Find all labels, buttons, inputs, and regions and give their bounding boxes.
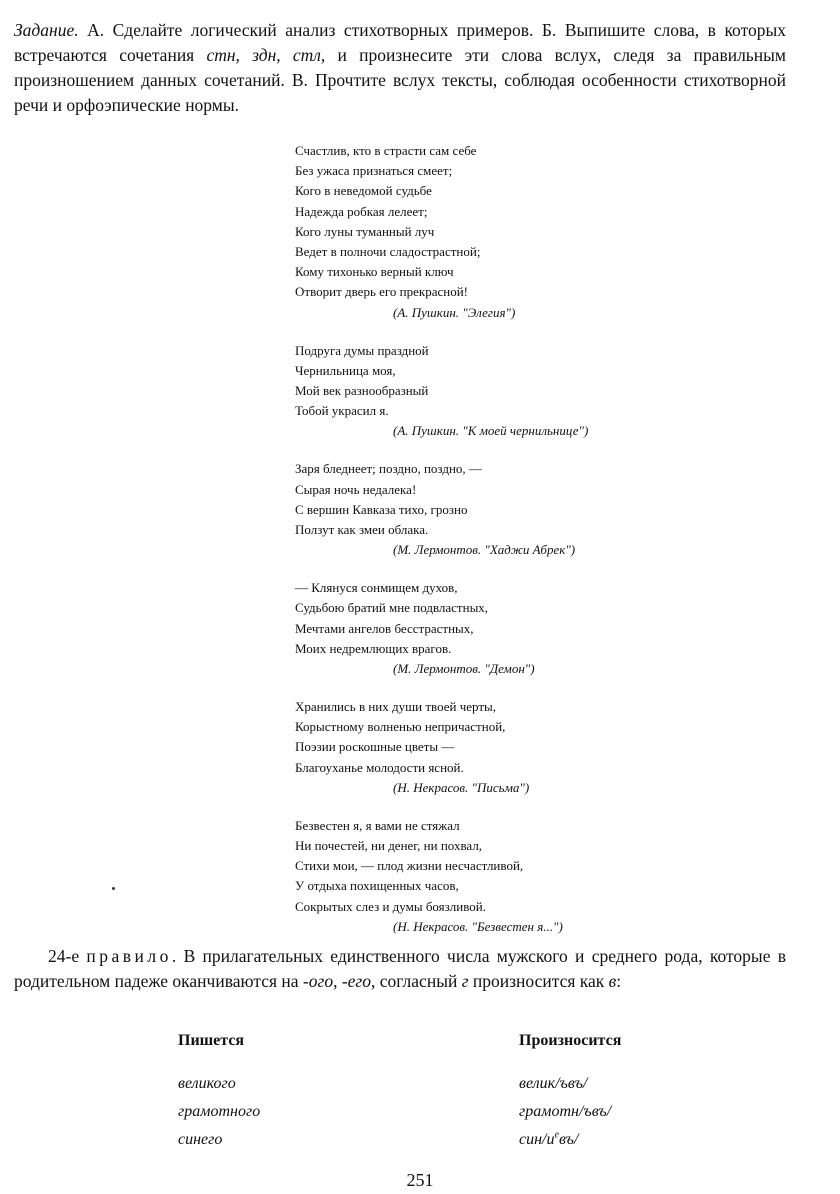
rule-letter-v: в (608, 971, 617, 991)
task-combinations: стн, здн, стл, (206, 45, 326, 65)
poem-line: Ползут как змеи облака. (295, 522, 429, 538)
pronounced-part: въ/ (558, 1131, 579, 1148)
task-text-2: и произнесите эти слова вслух, следя за правильным произношением данных сочетаний. В. Прочтите вслух тексты, соблюдая особенности стихотворной речи и орфоэпические нормы. (14, 45, 786, 115)
rule-paragraph (14, 944, 786, 994)
pronounced-word: велик/ъвъ/ (519, 1075, 588, 1092)
pronounced-word (519, 1126, 611, 1154)
poem-line: Ведет в полночи сладострастной; (295, 244, 481, 260)
poem-line: Судьбою братий мне подвластных, (295, 600, 489, 616)
pronounced-superscript: е (554, 1129, 559, 1141)
poem-line: Кого луны туманный луч (295, 223, 435, 239)
poem-stanza (295, 697, 715, 798)
page-number: 251 (406, 1170, 434, 1190)
pronounced-header: Произносится (519, 1032, 622, 1049)
poem-source: (М. Лермонтов. "Хаджи Абрек") (393, 542, 576, 558)
poem-stanza (295, 341, 715, 442)
poem-line: Мой век разнообразный (295, 383, 429, 399)
written-word: грамотного (178, 1103, 261, 1120)
poem-stanza (295, 141, 715, 323)
rule-number: 24-е (48, 946, 80, 966)
rule-text-3: произносится как (468, 971, 609, 991)
poem-line: Моих недремлющих врагов. (295, 640, 452, 656)
poem-line: Корыстному волненью непричастной, (295, 719, 506, 735)
poem-stanza (295, 459, 715, 560)
poem-line: Сырая ночь недалека! (295, 481, 417, 497)
poem-stanza (295, 578, 715, 679)
pronounced-word: грамотн/ъвъ/ (519, 1103, 612, 1120)
poem-line: Стихи мои, — плод жизни несчастливой, (295, 858, 524, 874)
poem-source: (Н. Некрасов. "Письма") (393, 779, 530, 795)
poem-line: Сокрытых слез и думы боязливой. (295, 898, 487, 914)
poem-source: (А. Пушкин. "К моей чернильнице") (393, 423, 589, 439)
rule-letter-g: г (461, 971, 469, 991)
poem-line: Мечтами ангелов бесстрастных, (295, 620, 474, 636)
poem-line: Счастлив, кто в страсти сам себе (295, 143, 477, 158)
poem-line: Заря бледнеет; поздно, поздно, — (295, 461, 482, 477)
poem-line: Без ужаса признаться смеет; (295, 163, 453, 179)
poem-line: У отдыха похищенных часов, (295, 878, 459, 894)
poem-line: Кого в неведомой судьбе (295, 183, 432, 199)
task-label: Задание. (14, 20, 79, 40)
poem-line: С вершин Кавказа тихо, грозно (295, 501, 468, 517)
poem-source: (М. Лермонтов. "Демон") (393, 661, 535, 677)
poem-line: Благоуханье молодости ясной. (295, 759, 464, 775)
pronounced-part: син/и (519, 1131, 555, 1148)
poem-line: Надежда робкая лелеет; (295, 203, 428, 219)
poem-line: Ни почестей, ни денег, ни похвал, (295, 838, 483, 854)
poem-line: Поэзии роскошные цветы — (295, 739, 455, 755)
written-header: Пишется (178, 1032, 245, 1049)
poem-line: Чернильница моя, (295, 362, 396, 378)
written-column (178, 1070, 260, 1154)
poem-stanza (295, 816, 715, 937)
rule-text-1: . В прилагательных единственного числа мужского и среднего рода, которые в родительном падеже оканчиваются на (14, 946, 787, 991)
rule-word: правило (86, 946, 172, 966)
task-paragraph (14, 18, 786, 118)
poem-line: — Клянуся сонмищем духов, (295, 580, 458, 596)
poem-source: (А. Пушкин. "Элегия") (393, 304, 516, 320)
poem-line: Тобой украсил я. (295, 403, 389, 419)
rule-text-4: : (616, 971, 622, 991)
poem-line: Подруга думы праздной (295, 342, 429, 358)
rule-endings: -ого, -его (302, 971, 371, 991)
poem-line: Кому тихонько верный ключ (295, 264, 454, 280)
written-word: великого (178, 1075, 236, 1092)
task-text-1: А. Сделайте логический анализ стихотворных примеров. Б. Выпишите слова, в которых встречаются сочетания (14, 20, 786, 65)
poem-line: Отворит дверь его прекрасной! (295, 284, 468, 300)
written-word: синего (178, 1131, 223, 1148)
rule-text-2: , согласный (371, 971, 462, 991)
poem-line: Хранились в них души твоей черты, (295, 699, 497, 715)
poem-source: (Н. Некрасов. "Безвестен я...") (393, 918, 563, 934)
stray-dot (112, 887, 115, 890)
poem-excerpts (295, 141, 715, 955)
pronounced-column (519, 1070, 611, 1154)
poem-line: Безвестен я, я вами не стяжал (295, 817, 460, 833)
